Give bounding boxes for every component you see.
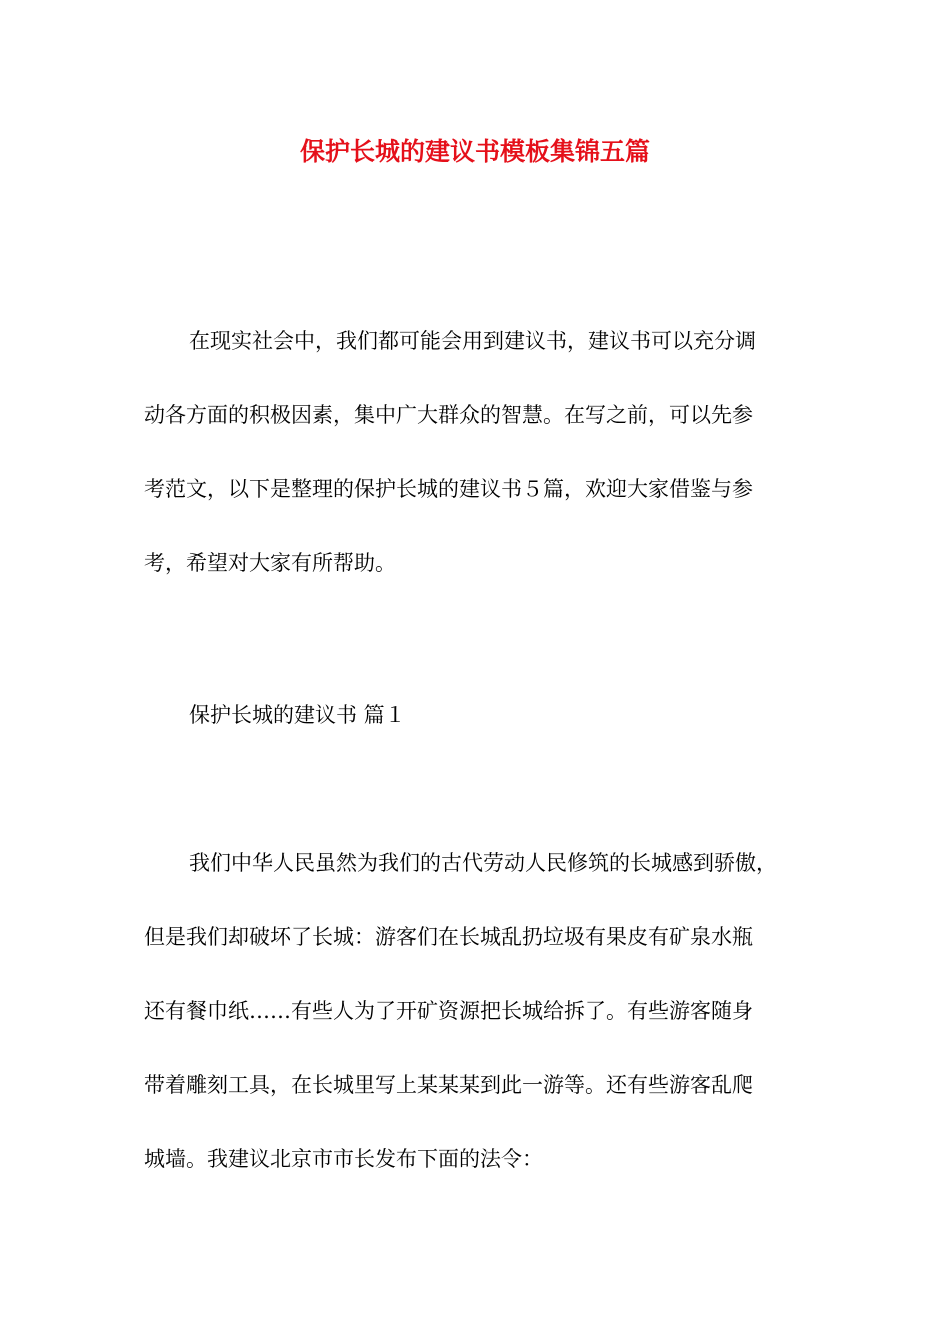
- body-line-1: 我们中华人民虽然为我们的古代劳动人民修筑的长城感到骄傲，: [189, 851, 777, 875]
- body-line-4: 带着雕刻工具，在长城里写上某某某到此一游等。还有些游客乱爬: [144, 1073, 753, 1097]
- intro-line-4: 考，希望对大家有所帮助。: [144, 551, 396, 575]
- body-line-2: 但是我们却破坏了长城：游客们在长城乱扔垃圾有果皮有矿泉水瓶: [144, 925, 753, 949]
- page-title: 保护长城的建议书模板集锦五篇: [299, 137, 650, 166]
- intro-line-1: 在现实社会中，我们都可能会用到建议书，建议书可以充分调: [189, 329, 756, 353]
- body-line-3: 还有餐巾纸……有些人为了开矿资源把长城给拆了。有些游客随身: [144, 999, 753, 1023]
- body-line-5: 城墙。我建议北京市市长发布下面的法令：: [144, 1147, 543, 1171]
- intro-line-3: 考范文，以下是整理的保护长城的建议书５篇，欢迎大家借鉴与参: [144, 477, 753, 501]
- intro-line-2: 动各方面的积极因素，集中广大群众的智慧。在写之前，可以先参: [144, 403, 753, 427]
- section-heading: 保护长城的建议书 篇１: [189, 703, 406, 727]
